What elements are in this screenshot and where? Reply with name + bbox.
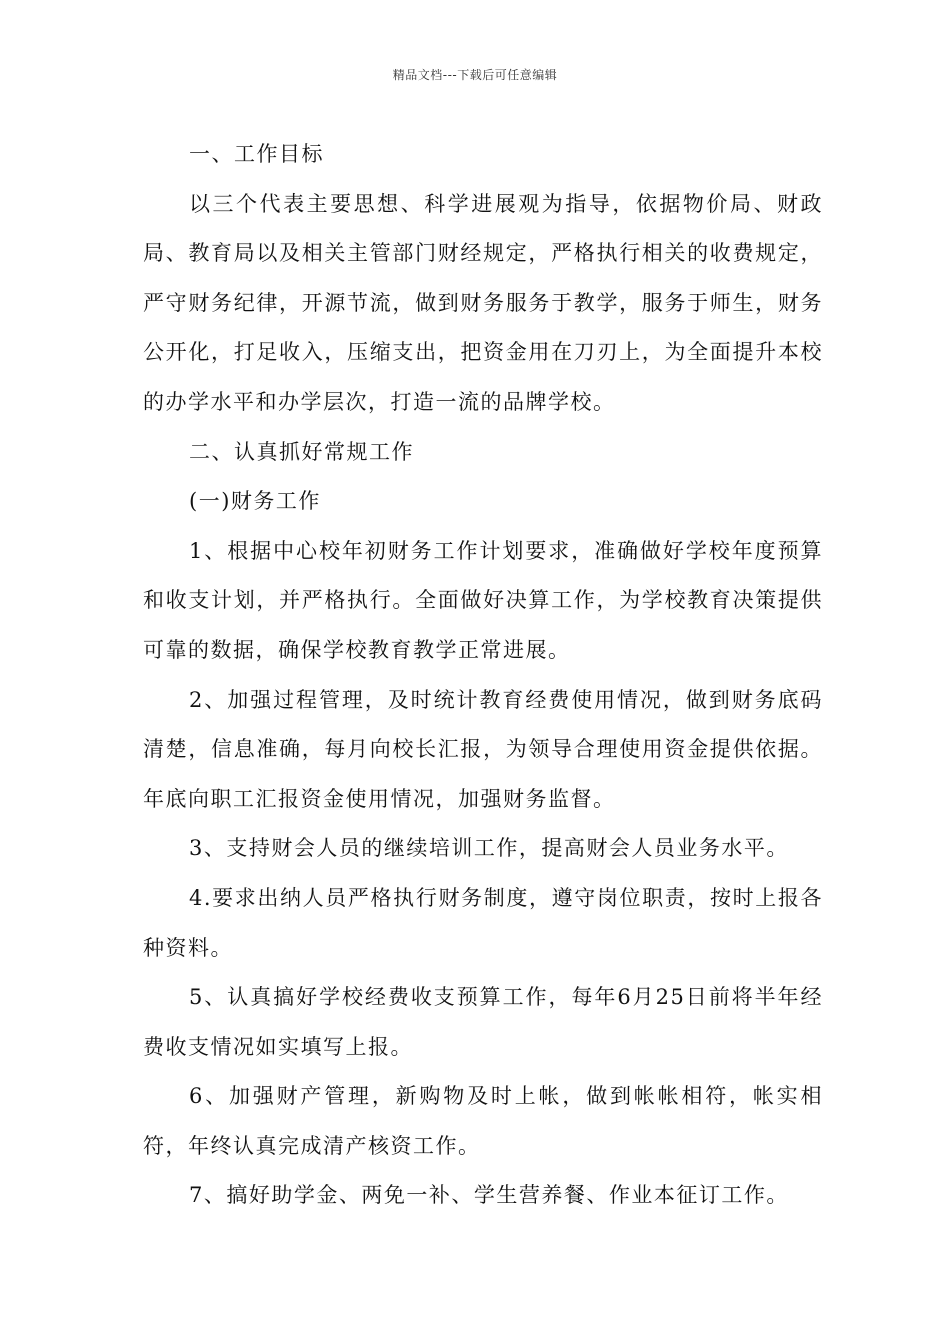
subsection-heading-finance: (一)财务工作 [189, 489, 321, 514]
list-item-4: 4.要求出纳人员严格执行财务制度，遵守岗位职责，按时上报各种资料。 [143, 885, 823, 960]
list-item-5: 5、认真搞好学校经费收支预算工作，每年6月25日前将半年经费收支情况如实填写上报。 [143, 985, 823, 1059]
section-heading-goals: 一、工作目标 [189, 142, 324, 166]
page-header: 精品文档---下载后可任意编辑 [392, 68, 558, 82]
list-item-3: 3、支持财会人员的继续培训工作，提高财会人员业务水平。 [189, 836, 789, 861]
section-heading-routine-work: 二、认真抓好常规工作 [189, 439, 414, 464]
paragraph-goals: 以三个代表主要思想、科学进展观为指导，依据物价局、财政局、教育局以及相关主管部门财经规定，严格执行相关的收费规定，严守财务纪律，开源节流，做到财务服务于教学，服务于师生，财务公开化，打足收入，压缩支出，把资金用在刀刃上，为全面提升本校的办学水平和办学层次，打造一流的品牌学校。 [143, 191, 823, 414]
document-body [143, 130, 823, 1221]
list-item-6: 6、加强财产管理，新购物及时上帐，做到帐帐相符，帐实相符，年终认真完成清产核资工作。 [143, 1084, 823, 1158]
list-item-1: 1、根据中心校年初财务工作计划要求，准确做好学校年度预算和收支计划，并严格执行。全面做好决算工作，为学校教育决策提供可靠的数据，确保学校教育教学正常进展。 [143, 538, 823, 662]
list-item-2: 2、加强过程管理，及时统计教育经费使用情况，做到财务底码清楚，信息准确，每月向校长汇报，为领导合理使用资金提供依据。年底向职工汇报资金使用情况，加强财务监督。 [143, 687, 823, 811]
list-item-7: 7、搞好助学金、两免一补、学生营养餐、作业本征订工作。 [189, 1183, 789, 1208]
